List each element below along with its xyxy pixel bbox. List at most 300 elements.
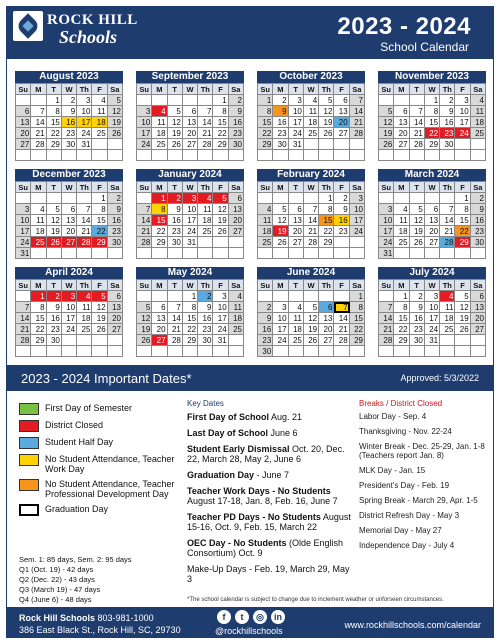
calendar-day: 17 <box>62 313 77 324</box>
legend-label: First Day of Semester <box>45 403 133 413</box>
weekday-header: Th <box>319 182 334 193</box>
instagram-icon[interactable]: ◎ <box>253 610 267 624</box>
quarter-4: Q4 (June 6) - 48 days <box>19 595 92 604</box>
footer <box>7 607 493 638</box>
calendar-day: 3 <box>455 95 470 106</box>
weekday-header: W <box>183 182 198 193</box>
empty-day <box>379 291 394 302</box>
key-date-item <box>187 428 357 438</box>
empty-day <box>425 346 440 357</box>
empty-day <box>304 150 319 161</box>
calendar-day: 15 <box>394 313 409 324</box>
calendar-day: 27 <box>16 139 31 150</box>
break-item: District Refresh Day - May 3 <box>359 511 460 520</box>
empty-day <box>471 150 486 161</box>
empty-day <box>304 139 319 150</box>
calendar-day: 21 <box>350 117 365 128</box>
calendar-day: 11 <box>440 302 455 313</box>
weekday-header: Sa <box>350 280 365 291</box>
key-date-item <box>187 538 357 558</box>
calendar-day: 4 <box>152 106 167 117</box>
calendar-day: 17 <box>379 226 394 237</box>
empty-day <box>289 193 304 204</box>
empty-day <box>77 346 92 357</box>
facebook-icon[interactable]: f <box>217 610 231 624</box>
calendar-day: 13 <box>62 215 77 226</box>
calendar-day: 18 <box>304 117 319 128</box>
empty-day <box>334 291 349 302</box>
calendar-day: 29 <box>350 335 365 346</box>
calendar-day: 30 <box>47 335 62 346</box>
weekday-header: F <box>92 280 107 291</box>
empty-day <box>137 193 152 204</box>
calendar-day: 8 <box>213 106 228 117</box>
calendar-day: 22 <box>47 128 62 139</box>
calendar-day: 15 <box>31 313 46 324</box>
calendar-day: 17 <box>289 117 304 128</box>
weekday-header: W <box>183 280 198 291</box>
calendar-day: 12 <box>379 117 394 128</box>
calendar-day: 30 <box>229 139 244 150</box>
calendar-day: 29 <box>183 335 198 346</box>
calendar-day: 5 <box>108 95 123 106</box>
calendar-day: 2 <box>229 95 244 106</box>
calendar-day: 4 <box>440 291 455 302</box>
empty-day <box>304 346 319 357</box>
month-title: July 2024 <box>378 267 486 279</box>
calendar-day: 18 <box>289 324 304 335</box>
calendar-day: 15 <box>455 215 470 226</box>
calendar-day: 13 <box>425 215 440 226</box>
calendar-day: 7 <box>198 106 213 117</box>
calendar-day: 7 <box>304 204 319 215</box>
empty-day <box>16 95 31 106</box>
weekday-header: Th <box>440 84 455 95</box>
calendar-day: 3 <box>273 302 288 313</box>
calendar-day: 19 <box>213 215 228 226</box>
empty-day <box>183 248 198 259</box>
empty-day <box>394 248 409 259</box>
weekday-header: M <box>152 182 167 193</box>
calendar-day: 25 <box>304 128 319 139</box>
weekday-header: M <box>152 84 167 95</box>
weekday-header: M <box>31 84 46 95</box>
calendar-day: 26 <box>213 226 228 237</box>
calendar-day: 3 <box>213 291 228 302</box>
calendar-day: 2 <box>471 193 486 204</box>
calendar-year: 2023 - 2024 <box>337 13 471 40</box>
calendar-day: 13 <box>289 215 304 226</box>
calendar-day: 11 <box>304 106 319 117</box>
empty-day <box>16 150 31 161</box>
calendar-day: 18 <box>471 117 486 128</box>
calendar-day: 7 <box>379 302 394 313</box>
legend-swatch <box>19 420 39 432</box>
calendar-day: 26 <box>455 324 470 335</box>
empty-day <box>455 248 470 259</box>
calendar-day: 16 <box>47 313 62 324</box>
empty-day <box>455 346 470 357</box>
calendar-day: 11 <box>289 313 304 324</box>
calendar-day: 23 <box>273 128 288 139</box>
weekday-header: F <box>213 84 228 95</box>
calendar-day: 22 <box>213 128 228 139</box>
weekday-header: Th <box>319 280 334 291</box>
empty-day <box>425 193 440 204</box>
calendar-day: 30 <box>198 335 213 346</box>
calendar-day: 27 <box>334 128 349 139</box>
empty-day <box>334 346 349 357</box>
calendar-day: 15 <box>92 215 107 226</box>
weekday-header: T <box>289 84 304 95</box>
calendar-day: 29 <box>319 237 334 248</box>
calendar-day: 30 <box>108 237 123 248</box>
weekday-header: F <box>334 280 349 291</box>
calendar-day: 9 <box>258 313 273 324</box>
calendar-day: 8 <box>319 204 334 215</box>
break-item: Winter Break - Dec. 25-29, Jan. 1-8 (Teachers report Jan. 8) <box>359 442 485 460</box>
empty-day <box>334 237 349 248</box>
calendar-day: 31 <box>425 335 440 346</box>
empty-day <box>379 150 394 161</box>
calendar-day: 20 <box>183 128 198 139</box>
empty-day <box>304 291 319 302</box>
key-date-item <box>187 564 357 584</box>
calendar-day: 9 <box>168 204 183 215</box>
calendar-day: 24 <box>77 128 92 139</box>
month-6 <box>257 169 365 259</box>
calendar-day: 6 <box>62 204 77 215</box>
empty-day <box>16 346 31 357</box>
empty-day <box>62 335 77 346</box>
calendar-day: 22 <box>394 324 409 335</box>
calendar-day: 8 <box>350 302 365 313</box>
calendar-day: 14 <box>304 215 319 226</box>
month-title: May 2024 <box>136 267 244 279</box>
calendar-day: 14 <box>77 215 92 226</box>
calendar-day: 31 <box>213 335 228 346</box>
empty-day <box>258 193 273 204</box>
calendar-day: 5 <box>47 204 62 215</box>
calendar-day: 21 <box>304 226 319 237</box>
calendar-day: 24 <box>273 335 288 346</box>
weekday-header: M <box>273 84 288 95</box>
legend <box>19 403 177 521</box>
calendar-day: 17 <box>425 313 440 324</box>
empty-day <box>334 248 349 259</box>
calendar-day: 24 <box>62 324 77 335</box>
calendar-day: 3 <box>183 193 198 204</box>
empty-day <box>16 193 31 204</box>
calendar-day: 1 <box>455 193 470 204</box>
calendar-day: 20 <box>334 117 349 128</box>
empty-day <box>108 346 123 357</box>
calendar-day: 29 <box>258 139 273 150</box>
calendar-day: 10 <box>425 302 440 313</box>
calendar-day: 25 <box>394 237 409 248</box>
calendar-day: 22 <box>152 226 167 237</box>
calendar-day: 10 <box>183 204 198 215</box>
calendar-day: 3 <box>77 95 92 106</box>
month-3 <box>378 71 486 161</box>
empty-day <box>410 95 425 106</box>
empty-day <box>183 150 198 161</box>
twitter-icon[interactable]: t <box>235 610 249 624</box>
social-icons <box>217 610 285 624</box>
calendar-day: 3 <box>289 95 304 106</box>
calendar-day: 15 <box>258 117 273 128</box>
calendar-day: 18 <box>440 313 455 324</box>
weekday-header: M <box>31 182 46 193</box>
calendar-day: 4 <box>304 95 319 106</box>
calendar-day: 8 <box>425 106 440 117</box>
weekday-header: W <box>183 84 198 95</box>
calendar-day: 10 <box>379 215 394 226</box>
calendar-day: 23 <box>410 324 425 335</box>
calendar-day: 24 <box>425 324 440 335</box>
calendar-day: 9 <box>108 204 123 215</box>
calendar-day: 28 <box>350 128 365 139</box>
calendar-day: 28 <box>31 139 46 150</box>
calendar-day: 19 <box>168 128 183 139</box>
calendar-day: 14 <box>379 313 394 324</box>
weekday-header: Th <box>77 84 92 95</box>
calendar-day: 5 <box>92 291 107 302</box>
empty-day <box>198 346 213 357</box>
break-item: Thanksgiving - Nov. 22-24 <box>359 427 452 436</box>
empty-day <box>62 248 77 259</box>
empty-day <box>289 150 304 161</box>
calendar-day: 16 <box>229 117 244 128</box>
empty-day <box>198 248 213 259</box>
calendar-day: 29 <box>213 139 228 150</box>
calendar-day: 19 <box>137 324 152 335</box>
calendar-day: 7 <box>334 302 349 313</box>
legend-item <box>19 403 177 415</box>
weekday-header: Su <box>16 84 31 95</box>
calendar-day: 6 <box>425 204 440 215</box>
weekday-header: T <box>410 84 425 95</box>
calendar-day: 18 <box>92 117 107 128</box>
empty-day <box>92 346 107 357</box>
weekday-header: T <box>410 182 425 193</box>
month-title: January 2024 <box>136 169 244 181</box>
weekday-header: Su <box>137 280 152 291</box>
calendar-day: 1 <box>319 193 334 204</box>
calendar-day: 16 <box>258 324 273 335</box>
calendar-day: 31 <box>77 139 92 150</box>
calendar-day: 21 <box>77 226 92 237</box>
empty-day <box>319 291 334 302</box>
empty-day <box>304 248 319 259</box>
calendar-day: 9 <box>440 106 455 117</box>
calendar-day: 12 <box>137 313 152 324</box>
calendar-day: 1 <box>213 95 228 106</box>
calendar-day: 15 <box>183 313 198 324</box>
break-item: Independence Day - July 4 <box>359 541 455 550</box>
legend-swatch <box>19 454 39 466</box>
calendar-day: 6 <box>471 291 486 302</box>
calendar-day: 8 <box>183 302 198 313</box>
calendar-day: 5 <box>273 204 288 215</box>
empty-day <box>440 150 455 161</box>
calendar-day: 15 <box>47 117 62 128</box>
calendar-day: 14 <box>334 313 349 324</box>
calendar-day: 9 <box>198 302 213 313</box>
calendar-day: 24 <box>16 237 31 248</box>
calendar-day: 28 <box>379 335 394 346</box>
calendar-day: 18 <box>394 226 409 237</box>
empty-day <box>379 346 394 357</box>
calendar-day: 22 <box>455 226 470 237</box>
calendar-page <box>6 6 494 638</box>
calendar-day: 10 <box>77 106 92 117</box>
legend-swatch <box>19 479 39 491</box>
calendar-day: 28 <box>334 335 349 346</box>
calendar-day: 11 <box>258 215 273 226</box>
calendar-day: 15 <box>213 117 228 128</box>
empty-day <box>137 291 152 302</box>
logo-line2: Schools <box>59 27 118 47</box>
calendar-day: 20 <box>152 324 167 335</box>
weekday-header: Su <box>379 84 394 95</box>
calendar-day: 9 <box>334 204 349 215</box>
key-dates <box>187 399 357 590</box>
calendar-day: 16 <box>108 215 123 226</box>
calendar-day: 25 <box>440 324 455 335</box>
key-date-value: Oct. 20, Dec. 22, March 28, May 2, June 6 <box>187 444 345 464</box>
key-date-value: June 6 <box>268 428 298 438</box>
calendar-day: 25 <box>229 324 244 335</box>
empty-day <box>440 248 455 259</box>
calendar-day: 27 <box>183 139 198 150</box>
calendar-day: 30 <box>471 237 486 248</box>
linkedin-icon[interactable]: in <box>271 610 285 624</box>
calendar-day: 28 <box>440 237 455 248</box>
calendar-subtitle: School Calendar <box>380 40 469 54</box>
calendar-day: 7 <box>137 204 152 215</box>
weekday-header: M <box>394 182 409 193</box>
key-date-value: - June 7 <box>254 470 290 480</box>
legend-swatch <box>19 437 39 449</box>
calendar-day: 24 <box>289 128 304 139</box>
weekday-header: Th <box>198 84 213 95</box>
empty-day <box>273 150 288 161</box>
weekday-header: M <box>394 280 409 291</box>
calendar-day: 30 <box>62 139 77 150</box>
calendar-day: 6 <box>108 291 123 302</box>
weekday-header: Th <box>77 280 92 291</box>
key-date-value: August 17-18, Jan. 8, Feb. 16, June 7 <box>187 496 338 506</box>
calendar-day: 17 <box>213 313 228 324</box>
calendar-day: 3 <box>137 106 152 117</box>
calendar-day: 6 <box>394 106 409 117</box>
empty-day <box>229 346 244 357</box>
calendar-day: 23 <box>229 128 244 139</box>
month-10 <box>257 267 365 357</box>
weekday-header: T <box>289 182 304 193</box>
key-date-item <box>187 486 357 506</box>
calendar-day: 27 <box>394 139 409 150</box>
calendar-day: 4 <box>229 291 244 302</box>
calendar-day: 16 <box>334 215 349 226</box>
empty-day <box>440 346 455 357</box>
calendar-day: 13 <box>183 117 198 128</box>
empty-day <box>47 248 62 259</box>
calendar-day: 12 <box>304 313 319 324</box>
calendar-day: 10 <box>289 106 304 117</box>
weekday-header: Sa <box>229 182 244 193</box>
calendar-day: 10 <box>273 313 288 324</box>
empty-day <box>213 237 228 248</box>
calendar-day: 16 <box>410 313 425 324</box>
empty-day <box>319 150 334 161</box>
calendar-day: 22 <box>31 324 46 335</box>
calendar-day: 13 <box>334 106 349 117</box>
calendar-day: 17 <box>273 324 288 335</box>
calendar-day: 2 <box>47 291 62 302</box>
weekday-header: F <box>92 182 107 193</box>
calendar-day: 11 <box>229 302 244 313</box>
calendar-day: 19 <box>47 226 62 237</box>
empty-day <box>394 346 409 357</box>
month-title: August 2023 <box>15 71 123 83</box>
calendar-day: 20 <box>394 128 409 139</box>
empty-day <box>350 248 365 259</box>
calendar-day: 16 <box>471 215 486 226</box>
calendar-day: 25 <box>258 237 273 248</box>
calendar-day: 28 <box>198 139 213 150</box>
month-11 <box>378 267 486 357</box>
empty-day <box>334 150 349 161</box>
calendar-day: 7 <box>16 302 31 313</box>
calendar-day: 29 <box>31 335 46 346</box>
calendar-day: 2 <box>258 302 273 313</box>
weekday-header: F <box>455 280 470 291</box>
empty-day <box>168 346 183 357</box>
calendar-day: 18 <box>31 226 46 237</box>
calendar-day: 25 <box>289 335 304 346</box>
calendar-day: 13 <box>16 117 31 128</box>
empty-day <box>77 248 92 259</box>
semester-days: Sem. 1: 85 days, Sem. 2: 95 days <box>19 555 132 564</box>
calendar-day: 17 <box>137 128 152 139</box>
calendar-day: 12 <box>168 117 183 128</box>
empty-day <box>425 248 440 259</box>
social-handle[interactable]: @rockhillschools <box>215 626 283 636</box>
calendar-day: 5 <box>319 95 334 106</box>
weekday-header: Sa <box>350 84 365 95</box>
calendar-day: 5 <box>213 193 228 204</box>
calendar-day: 11 <box>198 204 213 215</box>
empty-day <box>31 150 46 161</box>
calendar-day: 23 <box>471 226 486 237</box>
empty-day <box>137 150 152 161</box>
empty-day <box>258 150 273 161</box>
calendar-day: 27 <box>62 237 77 248</box>
quarter-2: Q2 (Dec. 22) - 43 days <box>19 575 95 584</box>
weekday-header: Su <box>137 182 152 193</box>
empty-day <box>471 335 486 346</box>
website-link[interactable]: www.rockhillschools.com/calendar <box>344 620 481 630</box>
calendar-day: 3 <box>379 204 394 215</box>
weekday-header: F <box>92 84 107 95</box>
calendar-day: 2 <box>198 291 213 302</box>
calendar-day: 24 <box>350 226 365 237</box>
empty-day <box>273 291 288 302</box>
calendar-day: 29 <box>152 237 167 248</box>
calendar-day: 6 <box>229 193 244 204</box>
